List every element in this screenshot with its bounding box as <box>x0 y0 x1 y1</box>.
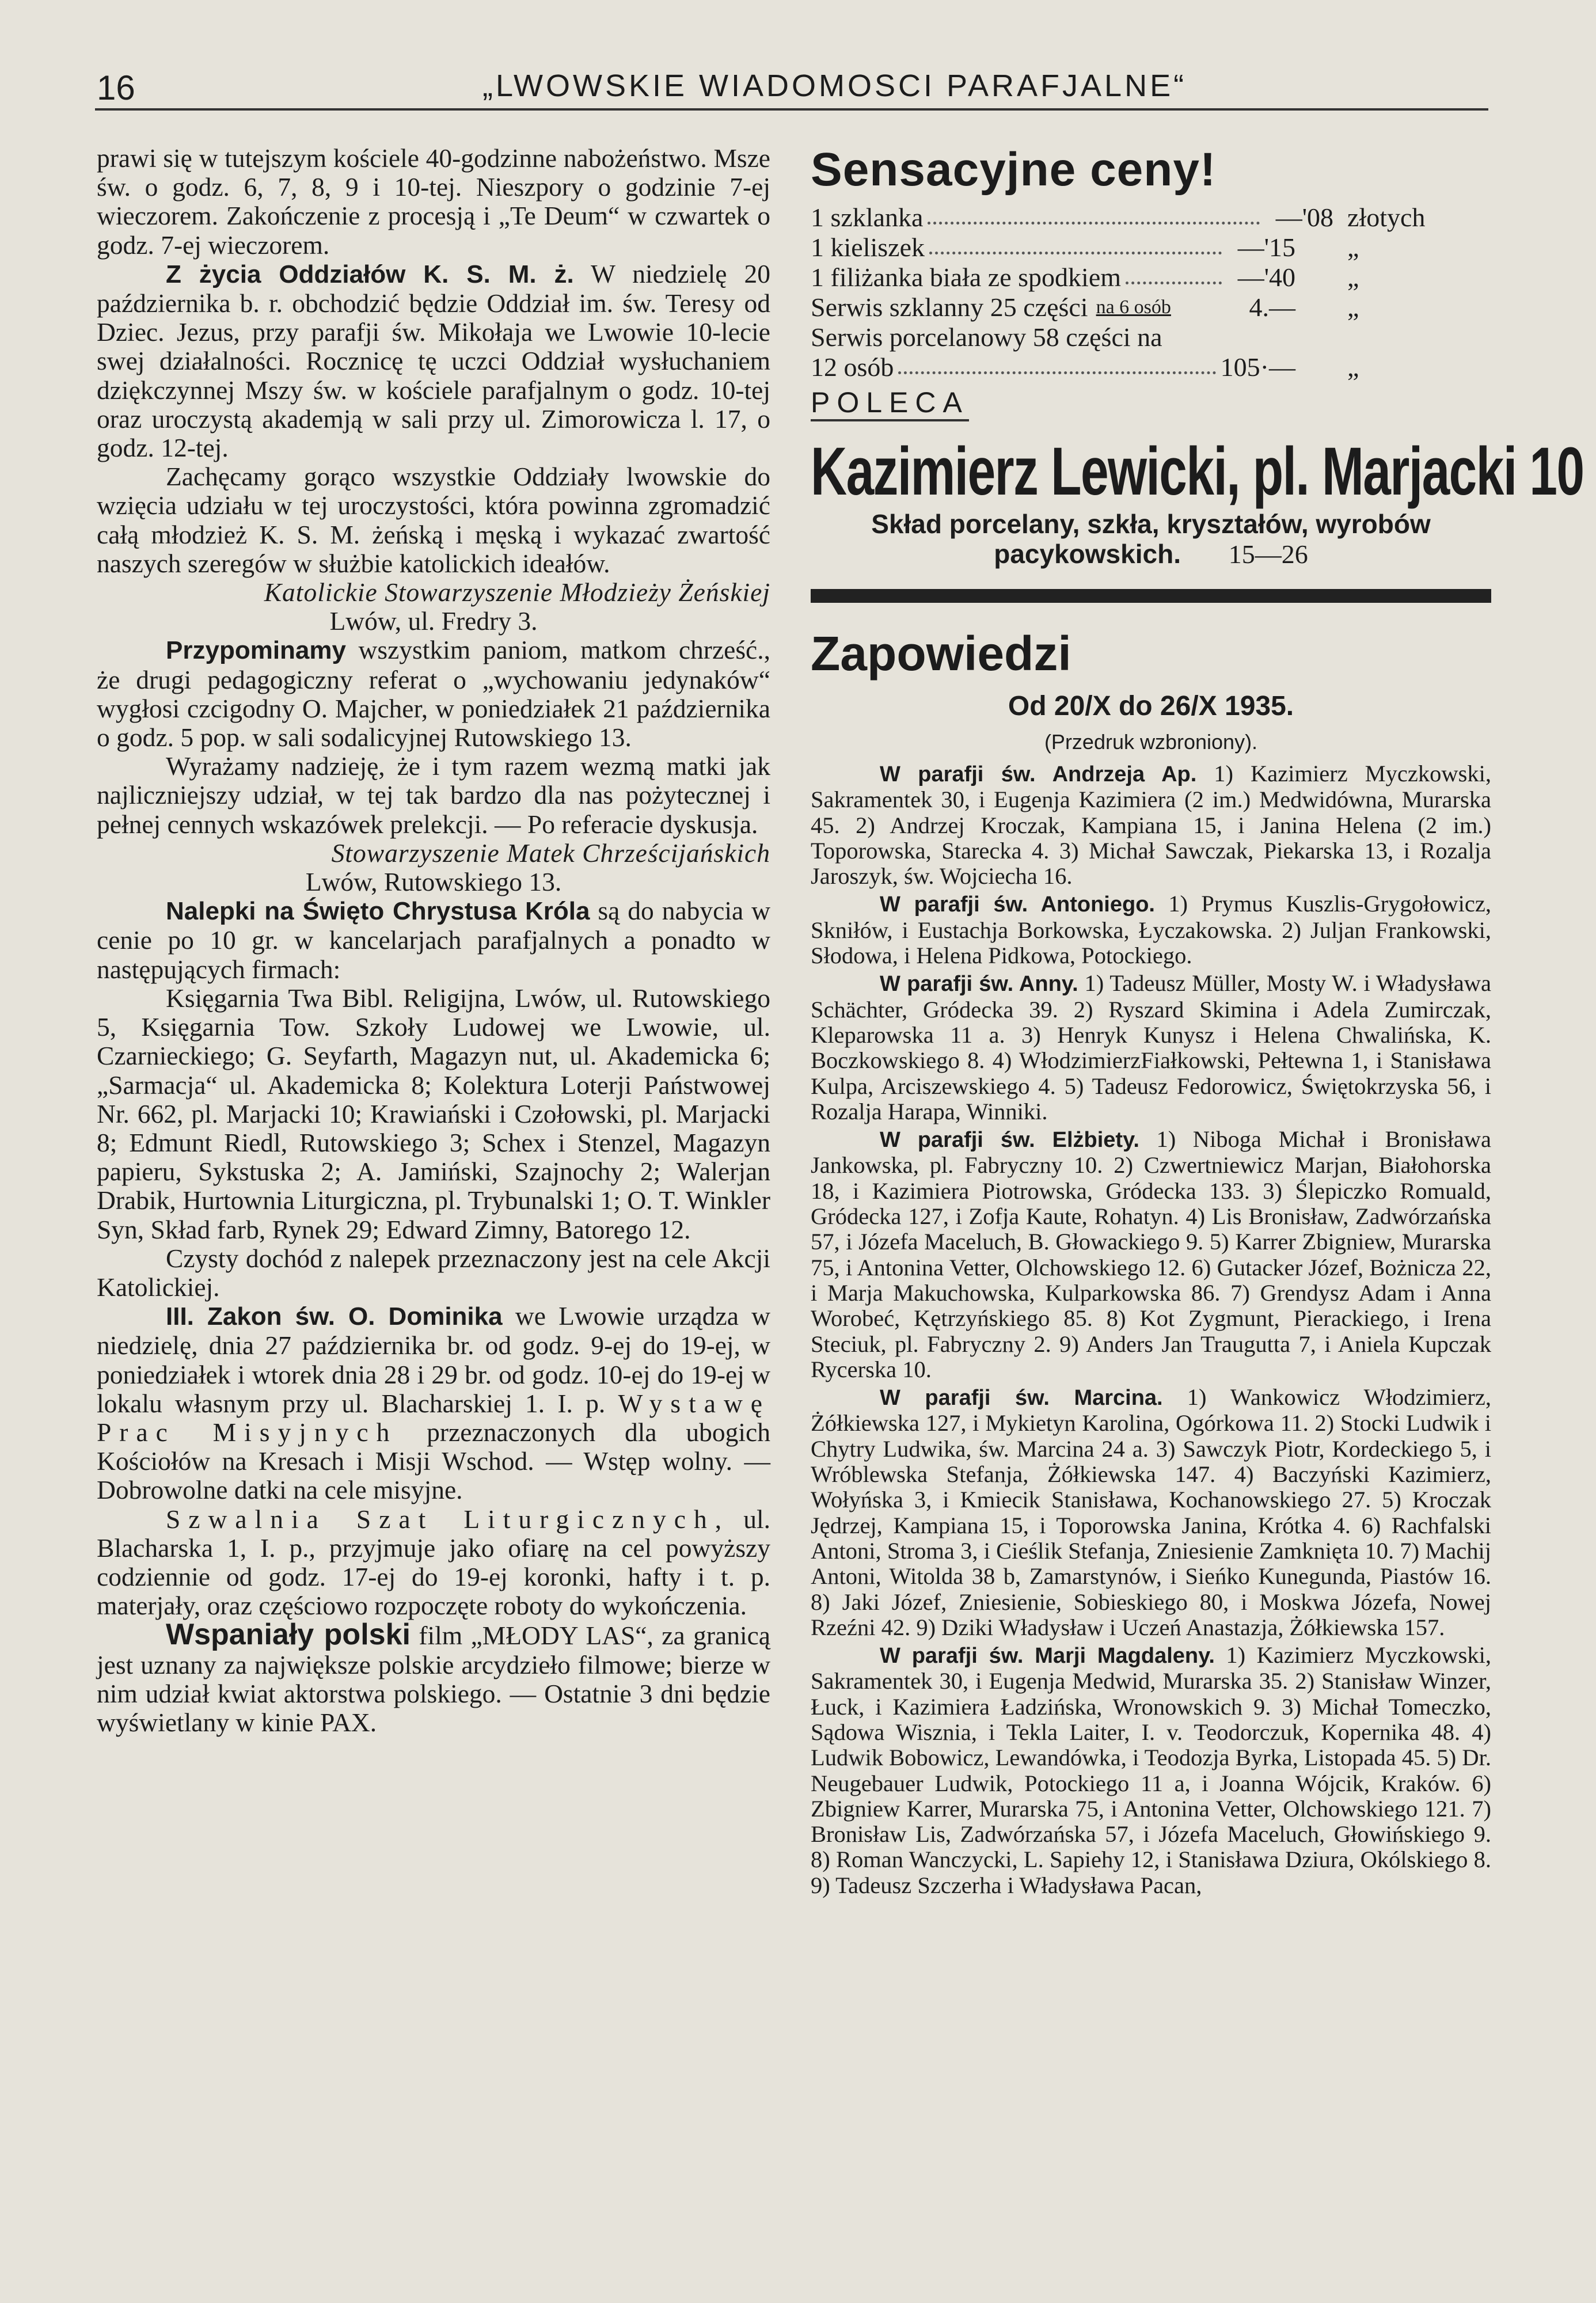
dominicans-text-b: przeznaczonych dla ubogich Kościołów na Kresach i Misji Wschod. — Wstęp wolny. — Dobrowolne datki na cele misyjne. <box>97 1417 770 1505</box>
price-note: na 6 osób <box>1096 297 1171 318</box>
parish-text: 1) Kazimierz Myczkowski, Sakramentek 30, i Eugenja Medwid, Murarska 35. 2) Stanisław Winzer, Łuck, i Kazimiera Ładzińska, Wronowskich 9. 3) Michał Tomeczko, Sądowa Wisznia, i Tekla Laiter, I. v. Teodorczuk, Kopernika 48. 4) Ludwik Bobowicz, Lewandówka, i Teodozja Byrka, Listopada 45. 5) Dr. Neugebauer Ludwik, Potockiego 11 a, i Joanna Wójcik, Kraków. 6) Zbigniew Karrer, Murarska 75, i Antonina Vetter, Olchowskiego 121. 7) Bronisław Lis, Zadwórzańska 57, i Józefa Maceluch, Głowińskiego 9. 8) Roman Wanczycki, L. Sapiehy 12, i Stanisława Dziura, Okólskiego 8. 9) Tadeusz Szczerha i Władysława Pacan, <box>811 1642 1491 1898</box>
price-unit: „ <box>1347 263 1359 292</box>
paragraph-ksm-appeal: Zachęcamy gorąco wszystkie Oddziały lwowskie do wzięcia udziału w tej uroczystości, która powinna zgromadzić całą młodzież K. S. M. żeńską i męską i wykazać zwartość naszych szeregów w służbie katolickich ideałów. <box>97 462 770 578</box>
signature-mothers-address: Lwów, Rutowskiego 13. <box>305 867 562 897</box>
signature-mothers-org: Stowarzyszenie Matek Chrześcijańskich <box>331 838 770 868</box>
price-row <box>811 263 1491 292</box>
price-label: 1 filiżanka biała ze spodkiem <box>811 263 1122 292</box>
banns-parish <box>811 1127 1491 1382</box>
ad-code: 15—26 <box>1228 539 1308 569</box>
recommends-label: POLECA <box>811 386 969 421</box>
price-unit: „ <box>1347 233 1359 262</box>
page-number: 16 <box>97 69 135 107</box>
parish-text: 1) Niboga Michał i Bronisława Jankowska, pl. Fabryczny 10. 2) Czwertniewicz Marjan, Białohorska 18, i Kazimiera Piotrowska, Gródecka 133. 3) Ślepiczko Romuald, Gródecka 127, i Zofja Kaute, Rohatyn. 4) Lis Bronisław, Zadwórzańska 57, i Józefa Maceluch, B. Głowackiego 9. 5) Karrer Zbigniew, Murarska 75, i Antonina Vetter, Olchowskiego 12. 6) Gutacker Józef, Bożnicza 22, i Marja Makuchowska, Kulparkowska 86. 7) Grendysz Adam i Anna Worobeć, Kętrzyńskiego 85. 8) Kot Zygmunt, Pierackiego, i Irena Steciuk, pl. Fabryczny 2. 9) Anders Jan Traugutta 7, i Aniela Kupczak Rycerska 10. <box>811 1126 1492 1382</box>
firm-name: Kazimierz Lewicki, pl. Marjacki 10 <box>811 434 1584 510</box>
price-label: 1 szklanka <box>811 203 924 232</box>
left-column <box>97 144 770 1737</box>
tailoring-text: , ul. Blacharska 1, I. p., przyjmuje jako ofiarę na cel powyższy codziennie od godz. 17-ej do 19-ej koronki, hafty i t. p. materjały, oraz częściowo rozpoczęte roboty do wykończenia. <box>97 1504 770 1621</box>
stickers-heading: Nalepki na Święto Chrystusa Króla <box>166 897 590 926</box>
banns-parish <box>811 1385 1491 1640</box>
parish-text: 1) Wankowicz Włodzimierz, Żółkiewska 127, i Mykietyn Karolina, Ogórkowa 11. 2) Stocki Ludwik i Chytry Ludwika, św. Marcina 24 a. 3) Sawczyk Piotr, Kordeckiego 5, i Wróblewska Stefanja, Żółkiewska 147. 4) Baczyński Kazimierz, Wołyńska 3, i Kmiecik Stanisława, Kochanowskiego 27. 5) Kroczak Jędrzej, Kampiana 15, i Toporowska Janina, Krótka 4. 6) Rachfalski Antoni, Stroma 3, i Cieślik Stefanja, Zniesienie Zamknięta 10. 7) Machij Antoni, Witolda 38 b, Zamarstynów, i Sieńko Kunegunda, Piastów 16. 8) Jaki Józef, Zniesienie, Sobieskiego 80, i Moskwa Józefa, Nowej Rzeźni 42. 9) Dziki Władysław i Uczeń Anastazja, Żółkiewska 157. <box>811 1384 1491 1640</box>
banns-parish <box>811 971 1491 1124</box>
reminder-text: wszystkim paniom, matkom chrześć., że drugi pedagogiczny referat o „wychowaniu jedynaków“ wygłosi czcigodny O. Majcher, w poniedziałek 21 października o godz. 5 pop. w sali sodalicyjnej Rutowskiego 13. <box>97 635 770 753</box>
price-row <box>811 322 1491 352</box>
banns-parish <box>811 1643 1491 1898</box>
dominicans-text-a: we Lwowie urządza w niedzielę, dnia 27 października br. od godz. 9-ej do 19-ej, w poniedziałek i wtorek dnia 28 i 29 br. od godz. 10-ej do 19-ej w lokalu własnym przy ul. Blacharskiej 1. I. p. <box>97 1301 770 1418</box>
section-divider-bar <box>811 589 1491 603</box>
ksm-text: W niedzielę 20 października b. r. obchodzić będzie Oddział im. św. Teresy od Dziec. Jezus, przy parafji św. Mikołaja we Lwowie 10-lecie swej działalności. Rocznicę tę uczci Oddział wysłuchaniem dziękczynnej Mszy św. w kościele parafjalnym o godz. 10-tej oraz uroczystą akademją w sali przy ul. Zimorowicza l. 17, o godz. 12-tej. <box>97 259 770 463</box>
reminder-heading: Przypominamy <box>166 636 346 665</box>
paragraph-stickers <box>97 896 770 984</box>
price-unit: „ <box>1347 292 1359 322</box>
price-unit: „ <box>1347 352 1359 382</box>
ad-title: Sensacyjne ceny! <box>811 143 1217 196</box>
parish-text: 1) Kazimierz Myczkowski, Sakramentek 30, i Eugenja Kazimiera (2 im.) Medwidówna, Murarska 45. 2) Andrzej Kroczak, Kampiana 15, i Janina Helena (2 im.) Toporowska, Starecka 4. 3) Michał Sawczak, Piekarska 13, i Rozalja Jaroszyk, św. Wojciecha 16. <box>811 761 1492 890</box>
paragraph-mothers-hope: Wyrażamy nadzieję, że i tym razem wezmą matki jak najliczniejszy udział, w tej tak bardzo dla nas pożytecznej i pełnej cennych wskazówek prelekcji. — Po referacie dyskusja. <box>97 751 770 839</box>
film-heading: Wspaniały polski <box>166 1618 411 1652</box>
signature-ksm-org: Katolickie Stowarzyszenie Młodzieży Żeńskiej <box>264 577 770 607</box>
tailoring-name: Szwalnia Szat Liturgicznych <box>166 1504 715 1534</box>
parish-name: W parafji św. Elżbiety. <box>880 1128 1139 1153</box>
header-rule <box>95 108 1488 111</box>
paragraph-mothers-lecture <box>97 636 770 752</box>
paragraph-proceeds: Czysty dochód z nalepek przeznaczony jest na cele Akcji Katolickiej. <box>97 1243 770 1302</box>
right-column <box>811 143 1584 1898</box>
price-row <box>811 352 1491 382</box>
banns-dates: Od 20/X do 26/X 1935. <box>1008 691 1294 721</box>
banns-title: Zapowiedzi <box>811 626 1071 681</box>
price-value: —'15 <box>1237 233 1295 262</box>
price-row <box>811 292 1491 322</box>
price-value: —'40 <box>1237 263 1295 292</box>
firm-desc-text: Skład porcelany, szkła, kryształów, wyrobów pacykowskich. <box>871 509 1431 569</box>
leader-dots <box>898 352 1215 374</box>
paragraph-ksm-news <box>97 260 770 462</box>
parish-text: 1) Prymus Kuszlis-Grygołowicz, Skniłów, i Eustachja Borkowska, Łyczakowska. 2) Juljan Frankowski, Słodowa, i Helena Pidkowa, Potockiego. <box>811 891 1491 969</box>
banns-note: (Przedruk wzbroniony). <box>1044 730 1258 754</box>
price-label: 12 osób <box>811 352 894 382</box>
parish-name: W parafji św. Andrzeja Ap. <box>880 762 1197 786</box>
film-text: film „MŁODY LAS“, za granicą jest uznany za największe polskie arcydzieło filmowe; bierze w nim udział kwiat aktorstwa polskiego. — Ostatnie 3 dni będzie wyświetlany w kinie PAX. <box>97 1621 770 1737</box>
parish-name: W parafji św. Antoniego. <box>880 892 1155 917</box>
price-label: Serwis szklanny 25 części <box>811 292 1088 322</box>
leader-dots <box>1126 263 1222 284</box>
publication-title: „LWOWSKIE WIADOMOSCI PARAFJALNE“ <box>482 69 1187 103</box>
exhibition-name: Wystawę Prac Misyjnych <box>97 1388 770 1447</box>
price-row <box>811 203 1491 233</box>
price-value: —'08 <box>1275 203 1333 232</box>
dominicans-heading: III. Zakon św. O. Dominika <box>166 1302 503 1331</box>
paragraph-adoration: prawi się w tutejszym kościele 40-godzinne nabożeństwo. Msze św. o godz. 6, 7, 8, 9 i 10-tej. Nieszpory o godzinie 7-ej wieczorem. Zakończenie z procesją i „Te Deum“ w czwartek o godz. 7-ej wieczorem. <box>97 143 770 260</box>
price-value: 105·— <box>1220 352 1295 382</box>
price-value: 4.— <box>1249 292 1295 322</box>
price-row <box>811 233 1491 263</box>
parish-text: 1) Tadeusz Müller, Mosty W. i Władysława Schächter, Gródecka 39. 2) Ryszard Skimina i Adela Zumirczak, Kleparowska 11 a. 3) Henryk Kunysz i Helena Chwalińska, K. Boczkowskiego 8. 4) WłodzimierzFiałkowski, Pełtewna 1, i Stanisława Kulpa, Arciszewskiego 4. 5) Tadeusz Fedorowicz, Świętokrzyska 56, i Rozalja Harapa, Winniki. <box>811 970 1491 1124</box>
signature-ksm-address: Lwów, ul. Fredry 3. <box>329 606 538 636</box>
paragraph-shops: Księgarnia Twa Bibl. Religijna, Lwów, ul. Rutowskiego 5, Księgarnia Tow. Szkoły Ludowej we Lwowie, ul. Czarnieckiego; G. Seyfarth, Magazyn nut, ul. Akademicka 6; „Sarmacja“ ul. Akademicka 8; Kolektura Loterji Państwowej Nr. 662, pl. Marjacki 10; Krawiański i Czołowski, pl. Marjacki 8; Edmunt Riedl, Rutowskiego 3; Schex i Stenzel, Magazyn papieru, Sykstuska 2; A. Jamiński, Szajnochy 2; Walerjan Drabik, Hurtownia Liturgiczna, pl. Trybunalski 1; O. T. Winkler Syn, Skład farb, Rynek 29; Edward Zimny, Batorego 12. <box>97 983 770 1244</box>
leader-space <box>1176 292 1222 314</box>
paragraph-tailoring <box>97 1505 770 1621</box>
paragraph-film <box>97 1620 770 1737</box>
price-unit: złotych <box>1347 203 1426 232</box>
parish-name: W parafji św. Marji Magdaleny. <box>880 1644 1215 1669</box>
price-label: Serwis porcelanowy 58 części na <box>811 322 1162 352</box>
stickers-text: są do nabycia w cenie po 10 gr. w kancelarjach parafjalnych a ponadto w następujących firmach: <box>97 896 770 984</box>
parish-name: W parafji św. Anny. <box>880 972 1078 997</box>
price-label: 1 kieliszek <box>811 233 925 262</box>
leader-dots <box>928 203 1260 225</box>
paragraph-dominicans <box>97 1302 770 1504</box>
leader-dots <box>929 233 1222 254</box>
firm-description <box>811 509 1491 569</box>
ksm-heading: Z życia Oddziałów K. S. M. ż. <box>166 260 574 288</box>
parish-name: W parafji św. Marcina. <box>880 1386 1163 1411</box>
banns-parish <box>811 891 1491 968</box>
banns-parish <box>811 761 1491 889</box>
